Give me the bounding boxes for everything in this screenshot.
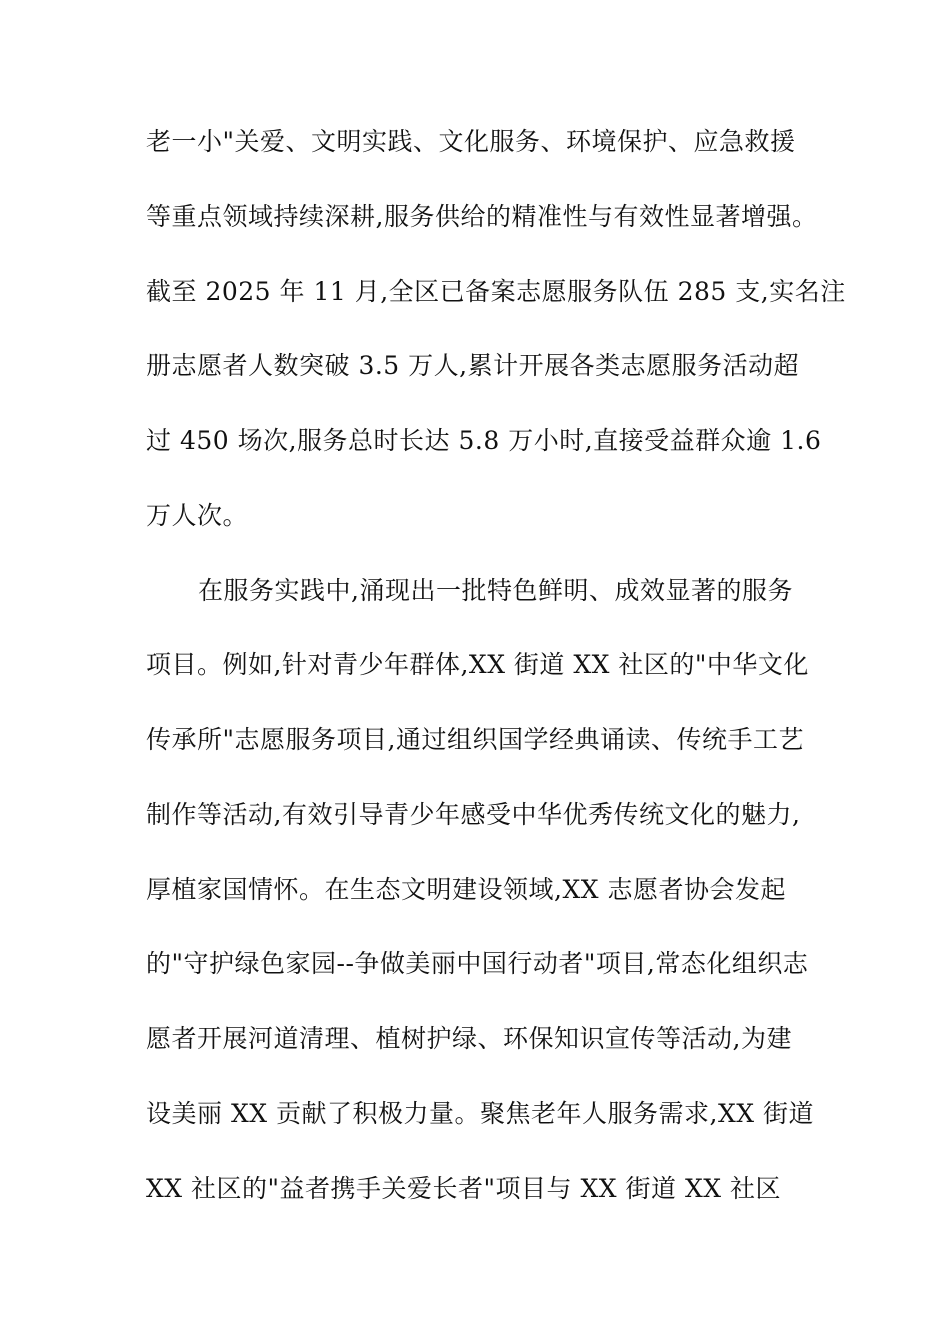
paragraph-line: 设美丽 XX 贡献了积极力量。聚焦老年人服务需求,XX 街道 <box>146 1099 814 1128</box>
paragraph-line: 愿者开展河道清理、植树护绿、环保知识宣传等活动,为建 <box>146 1024 792 1053</box>
paragraph-line: 等重点领域持续深耕,服务供给的精准性与有效性显著增强。 <box>146 202 818 231</box>
paragraph-line: 厚植家国情怀。在生态文明建设领域,XX 志愿者协会发起 <box>146 875 786 904</box>
paragraph-line: 在服务实践中,涌现出一批特色鲜明、成效显著的服务 <box>198 576 793 605</box>
paragraph-line: 过 450 场次,服务总时长达 5.8 万小时,直接受益群众逾 1.6 <box>146 426 822 455</box>
paragraph-line: 传承所"志愿服务项目,通过组织国学经典诵读、传统手工艺 <box>146 725 804 754</box>
paragraph-line: XX 社区的"益者携手关爱长者"项目与 XX 街道 XX 社区 <box>146 1174 782 1203</box>
paragraph-line: 制作等活动,有效引导青少年感受中华优秀传统文化的魅力, <box>146 800 801 829</box>
paragraph-line: 册志愿者人数突破 3.5 万人,累计开展各类志愿服务活动超 <box>146 351 800 380</box>
paragraph-line: 项目。例如,针对青少年群体,XX 街道 XX 社区的"中华文化 <box>146 650 809 679</box>
paragraph-line: 截至 2025 年 11 月,全区已备案志愿服务队伍 285 支,实名注 <box>146 277 846 306</box>
paragraph-line: 万人次。 <box>146 501 249 530</box>
paragraph-line: 的"守护绿色家园--争做美丽中国行动者"项目,常态化组织志 <box>146 949 809 978</box>
paragraph-line: 老一小"关爱、文明实践、文化服务、环境保护、应急救援 <box>146 127 796 156</box>
